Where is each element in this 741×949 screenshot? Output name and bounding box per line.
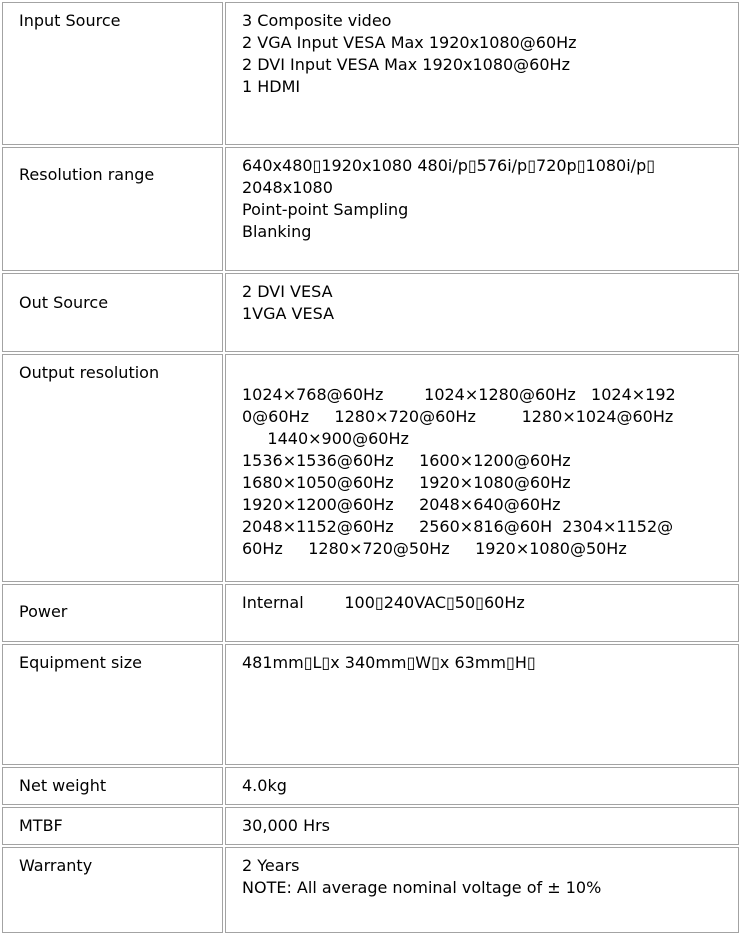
row-label-cell	[2, 847, 223, 933]
value-line: 3 Composite video	[242, 11, 392, 30]
value-line: 1920×1200@60Hz 2048×640@60Hz	[242, 495, 561, 514]
row-label-cell	[2, 2, 223, 145]
table-row	[2, 847, 739, 933]
row-label: Out Source	[19, 293, 109, 312]
value-line: 481mm▯L▯x 340mm▯W▯x 63mm▯H▯	[242, 653, 536, 672]
row-label: Warranty	[19, 856, 93, 875]
table-row	[2, 147, 739, 271]
value-line: 640x480▯1920x1080 480i/p▯576i/p▯720p▯1080i/p▯	[242, 156, 656, 175]
table-row	[2, 767, 739, 805]
row-label: Output resolution	[19, 363, 160, 382]
row-value-cell	[225, 147, 739, 271]
value-line: 1536×1536@60Hz 1600×1200@60Hz	[242, 451, 571, 470]
value-line: 30,000 Hrs	[242, 816, 331, 835]
row-value-cell	[225, 767, 739, 805]
value-line: 1VGA VESA	[242, 304, 335, 323]
value-line: 2 Years	[242, 856, 300, 875]
value-line: 1 HDMI	[242, 77, 301, 96]
value-line: 2 VGA Input VESA Max 1920x1080@60Hz	[242, 33, 577, 52]
table-row	[2, 807, 739, 845]
value-line: 60Hz 1280×720@50Hz 1920×1080@50Hz	[242, 539, 627, 558]
value-line: Internal 100▯240VAC▯50▯60Hz	[242, 593, 525, 612]
table-row	[2, 354, 739, 582]
row-value-cell	[225, 847, 739, 933]
row-label: Net weight	[19, 776, 107, 795]
table-row	[2, 644, 739, 765]
value-line: 1680×1050@60Hz 1920×1080@60Hz	[242, 473, 571, 492]
value-line: 4.0kg	[242, 776, 287, 795]
row-label: MTBF	[19, 816, 63, 835]
value-line: 2 DVI Input VESA Max 1920x1080@60Hz	[242, 55, 570, 74]
row-label-cell	[2, 147, 223, 271]
row-value-cell	[225, 644, 739, 765]
row-label: Equipment size	[19, 653, 142, 672]
row-value-cell	[225, 273, 739, 352]
row-label-cell	[2, 273, 223, 352]
row-label: Power	[19, 602, 68, 621]
value-line	[242, 362, 724, 384]
row-label: Input Source	[19, 11, 121, 30]
value-line: 0@60Hz 1280×720@60Hz 1280×1024@60Hz	[242, 407, 674, 426]
row-label: Resolution range	[19, 165, 155, 184]
row-value-cell	[225, 584, 739, 642]
table-row	[2, 2, 739, 145]
value-line: 1440×900@60Hz	[242, 429, 409, 448]
value-line: Point-point Sampling	[242, 200, 409, 219]
value-line: NOTE: All average nominal voltage of ± 10%	[242, 878, 602, 897]
value-line: 2048x1080	[242, 178, 333, 197]
value-line: 2048×1152@60Hz 2560×816@60H 2304×1152@	[242, 517, 674, 536]
row-value-cell	[225, 2, 739, 145]
row-label-cell	[2, 767, 223, 805]
row-label-cell	[2, 807, 223, 845]
value-line: Blanking	[242, 222, 312, 241]
table-row	[2, 584, 739, 642]
row-label-cell	[2, 584, 223, 642]
value-line: 1024×768@60Hz 1024×1280@60Hz 1024×192	[242, 385, 676, 404]
value-line: 2 DVI VESA	[242, 282, 333, 301]
row-value-cell	[225, 807, 739, 845]
table-row	[2, 273, 739, 352]
row-value-cell	[225, 354, 739, 582]
row-label-cell	[2, 644, 223, 765]
row-label-cell	[2, 354, 223, 582]
